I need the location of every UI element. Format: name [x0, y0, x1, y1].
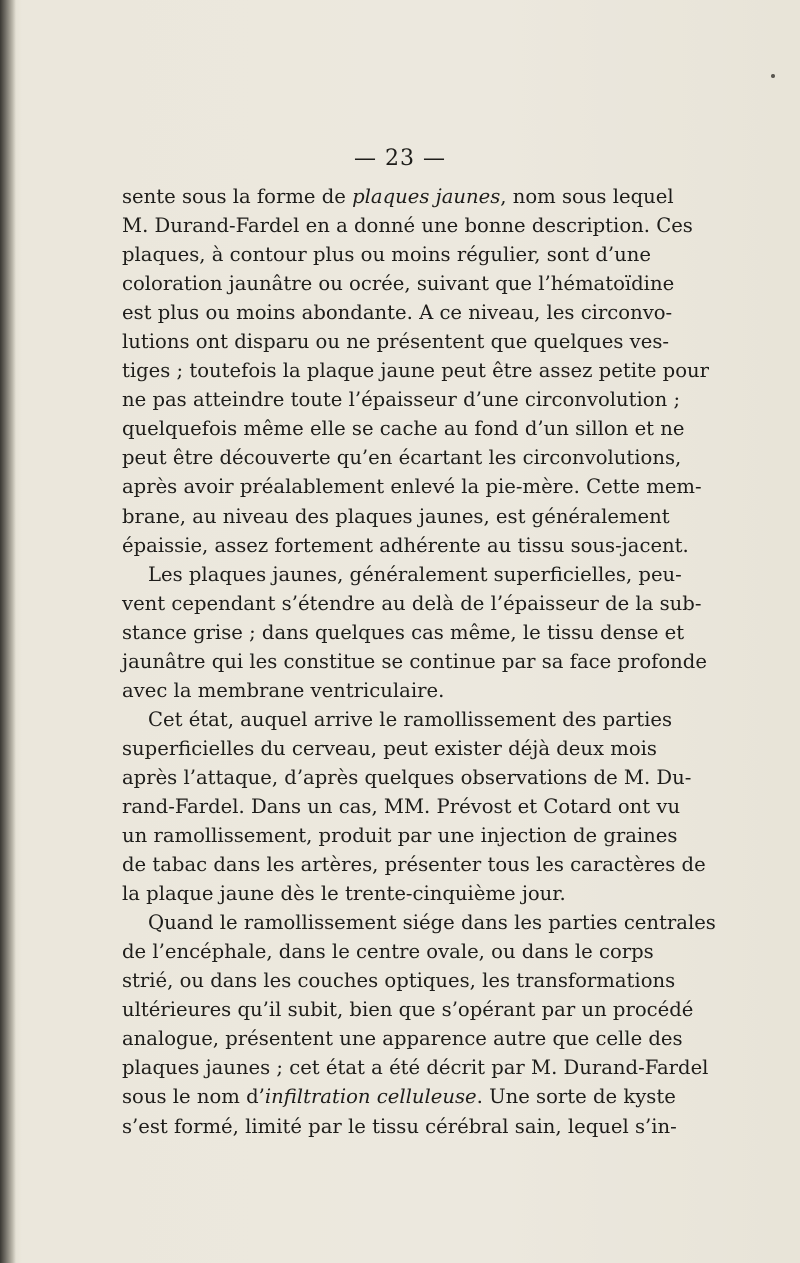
- text-line: [122, 385, 681, 414]
- text-segment: vent cependant s’étendre au delà de l’épaisseur de la sub-: [122, 591, 702, 615]
- text-line: [122, 908, 716, 937]
- text-line: [122, 472, 702, 501]
- text-line: [122, 618, 685, 647]
- text-segment: superficielles du cerveau, peut exister déjà deux mois: [122, 736, 657, 760]
- text-segment: jaunâtre qui les constitue se continue par sa face profonde: [122, 649, 707, 673]
- text-segment: sous le nom d’: [122, 1085, 265, 1109]
- text-line: [122, 995, 694, 1024]
- text-line: [122, 531, 689, 560]
- text-segment: plaques jaunes ; cet état a été décrit par M. Durand-Fardel: [122, 1056, 709, 1080]
- text-segment: avec la membrane ventriculaire.: [122, 678, 445, 702]
- italic-text-segment: plaques jaunes: [352, 185, 501, 208]
- text-line: [122, 356, 709, 385]
- text-segment: sente sous la forme de: [122, 185, 353, 208]
- text-line: [122, 240, 651, 269]
- text-segment: de l’encéphale, dans le centre ovale, ou dans le corps: [122, 940, 654, 964]
- text-line: [122, 647, 707, 676]
- text-line: [122, 298, 673, 327]
- text-segment: tiges ; toutefois la plaque jaune peut être assez petite pour: [122, 359, 709, 383]
- text-segment: coloration jaunâtre ou ocrée, suivant que l’hématoïdine: [122, 272, 675, 296]
- text-segment: après avoir préalablement enlevé la pie-mère. Cette mem-: [122, 475, 702, 499]
- text-segment: Les plaques jaunes, généralement superficielles, peu-: [148, 562, 682, 586]
- text-segment: strié, ou dans les couches optiques, les transformations: [122, 969, 676, 993]
- text-segment: épaissie, assez fortement adhérente au tissu sous-jacent.: [122, 533, 689, 557]
- text-segment: Quand le ramollissement siége dans les parties centrales: [148, 911, 716, 935]
- body-text: [122, 182, 716, 1141]
- text-segment: quelquefois même elle se cache au fond d’un sillon et ne: [122, 417, 685, 441]
- text-line: [122, 937, 654, 966]
- paper-speck: [771, 74, 775, 78]
- text-segment: s’est formé, limité par le tissu cérébral sain, lequel s’in-: [122, 1114, 677, 1138]
- text-line: [122, 269, 675, 298]
- text-segment: lutions ont disparu ou ne présentent que quelques ves-: [122, 330, 669, 354]
- text-line: [122, 211, 693, 240]
- text-segment: stance grise ; dans quelques cas même, le tissu dense et: [122, 620, 685, 644]
- text-segment: rand-Fardel. Dans un cas, MM. Prévost et Cotard ont vu: [122, 794, 681, 818]
- book-spine-shadow: [0, 0, 16, 1263]
- text-line: [122, 792, 681, 821]
- text-line: [122, 966, 676, 995]
- text-segment: peut être découverte qu’en écartant les circonvolutions,: [122, 446, 682, 470]
- text-segment: . Une sorte de kyste: [476, 1085, 676, 1109]
- text-line: [122, 734, 657, 763]
- text-line: [122, 705, 673, 734]
- text-line: [122, 1024, 683, 1053]
- text-segment: , nom sous lequel: [500, 185, 674, 208]
- text-segment: M. Durand-Fardel en a donné une bonne description. Ces: [122, 214, 693, 238]
- text-line: [122, 879, 644, 908]
- text-segment: Cet état, auquel arrive le ramollissement des parties: [148, 707, 673, 731]
- text-line: [122, 850, 706, 879]
- text-line: [122, 1053, 709, 1082]
- text-segment: analogue, présentent une apparence autre que celle des: [122, 1027, 683, 1051]
- text-line: [122, 414, 685, 443]
- text-segment: de tabac dans les artères, présenter tous les caractères de: [122, 853, 706, 877]
- text-line: [122, 502, 670, 531]
- text-line: [122, 763, 692, 792]
- text-line: [122, 443, 682, 472]
- text-line: [122, 1112, 677, 1141]
- text-line: [122, 327, 669, 356]
- italic-text-segment: infiltration celluleuse: [264, 1085, 477, 1109]
- text-segment: ne pas atteindre toute l’épaisseur d’une circonvolution ;: [122, 388, 681, 412]
- page-number: — 23 —: [354, 146, 446, 171]
- text-segment: après l’attaque, d’après quelques observations de M. Du-: [122, 765, 692, 789]
- text-segment: est plus ou moins abondante. A ce niveau, les circonvo-: [122, 301, 673, 325]
- text-segment: plaques, à contour plus ou moins régulier, sont d’une: [122, 243, 651, 267]
- text-line: [122, 676, 644, 705]
- text-line: [122, 1082, 676, 1111]
- text-segment: ultérieures qu’il subit, bien que s’opérant par un procédé: [122, 998, 694, 1022]
- text-segment: un ramollissement, produit par une injection de graines: [122, 824, 678, 848]
- text-segment: brane, au niveau des plaques jaunes, est généralement: [122, 504, 670, 528]
- text-line: [122, 821, 678, 850]
- text-segment: la plaque jaune dès le trente-cinquième jour.: [122, 882, 566, 906]
- text-line: [122, 589, 702, 618]
- text-line: [122, 182, 674, 211]
- text-line: [122, 560, 682, 589]
